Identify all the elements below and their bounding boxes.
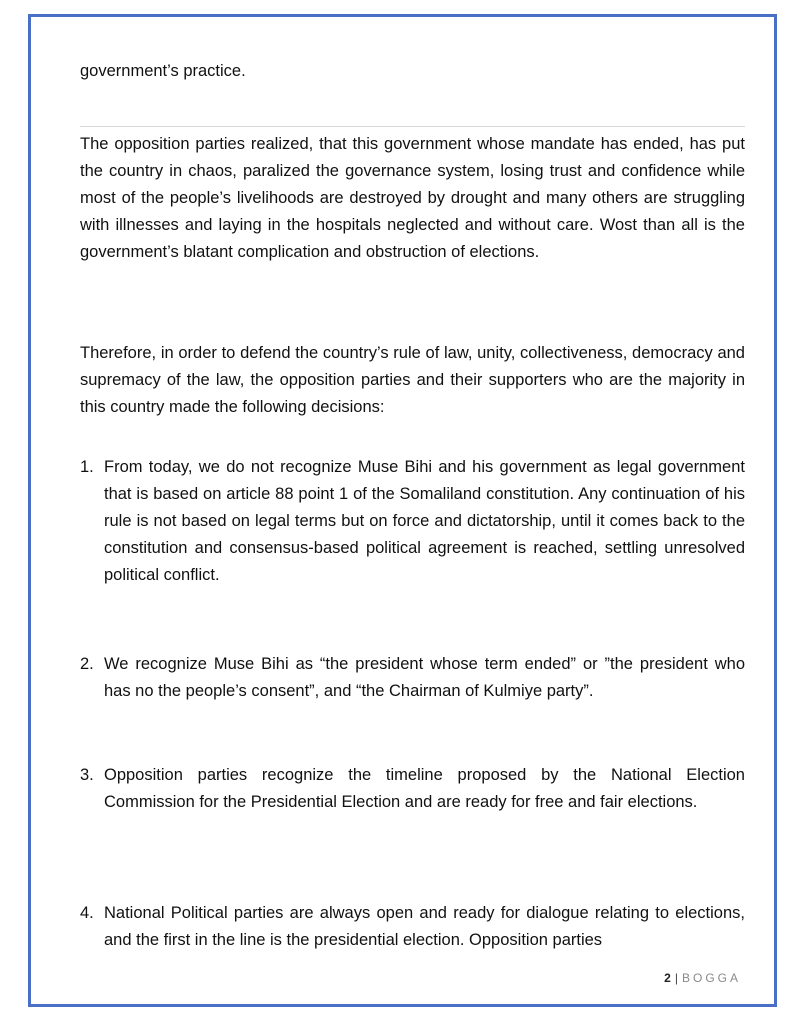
decision-number: 1. <box>80 458 94 476</box>
decision-item-2 <box>80 651 745 705</box>
divider-line <box>80 126 745 127</box>
continuation-text: government’s practice. <box>80 62 246 80</box>
decision-item-1 <box>80 454 745 589</box>
footer-page-label: BOGGA <box>681 971 741 985</box>
decision-number: 3. <box>80 766 94 784</box>
decision-number: 2. <box>80 655 94 673</box>
decision-text: We recognize Muse Bihi as “the president whose term ended” or ”the president who has no the people’s consent”, and “the Chairman of Kulmiye party”. <box>104 655 745 700</box>
decision-item-3 <box>80 762 745 816</box>
paragraph-opposition-realized: The opposition parties realized, that this government whose mandate has ended, has put the country in chaos, paralized the governance system, losing trust and confidence while most of the people’s livelihoods are destroyed by drought and many others are struggling with illnesses and laying in the hospitals neglected and without care. Wost than all is the government’s blatant complication and obstruction of elections. <box>80 135 745 261</box>
decision-text: From today, we do not recognize Muse Bihi and his government as legal government that is based on article 88 point 1 of the Somaliland constitution. Any continuation of his rule is not based on legal terms but on force and dictatorship, until it comes back to the constitution and consensus-based political agreement is reached, settling unresolved political conflict. <box>104 458 745 584</box>
page-number: 2 <box>664 971 671 985</box>
decision-number: 4. <box>80 904 94 922</box>
page-footer <box>664 971 741 985</box>
decision-text: National Political parties are always open and ready for dialogue relating to elections, and the first in the line is the presidential election. Opposition parties <box>104 904 745 949</box>
footer-separator: | <box>674 971 678 985</box>
decision-item-4 <box>80 900 745 954</box>
decision-text: Opposition parties recognize the timeline proposed by the National Election Commission for the Presidential Election and are ready for free and fair elections. <box>104 766 745 811</box>
paragraph-therefore: Therefore, in order to defend the country’s rule of law, unity, collectiveness, democracy and supremacy of the law, the opposition parties and their supporters who are the majority in this country made the following decisions: <box>80 344 745 416</box>
